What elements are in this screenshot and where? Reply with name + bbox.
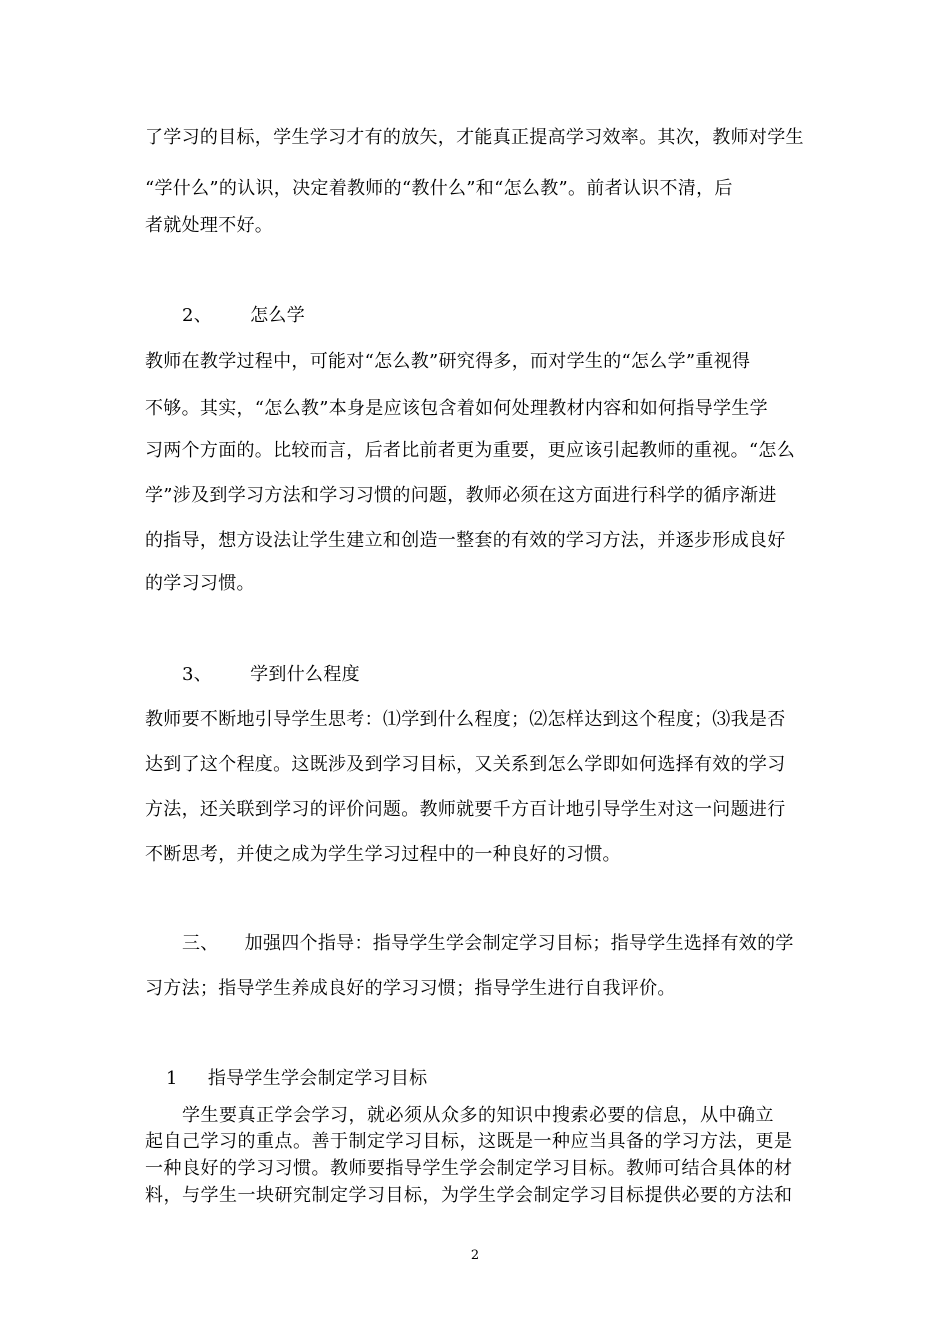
heading-title: 指导学生学会制定学习目标 [207,1068,428,1089]
paragraph-line: “学什么”的认识，决定着教师的“教什么”和“怎么教”。前者认识不清，后 [145,178,733,199]
paragraph-line: 方法，还关联到学习的评价问题。教师就要千方百计地引导学生对这一问题进行 [145,799,786,820]
section-heading-three [182,932,794,956]
heading-title: 怎么学 [250,305,306,326]
paragraph-line: 不断思考，并使之成为学生学习过程中的一种良好的习惯。 [145,844,621,865]
heading-number: 1 [166,1068,178,1089]
paragraph-line: 达到了这个程度。这既涉及到学习目标，又关系到怎么学即如何选择有效的学习 [145,754,786,775]
paragraph-line: 料，与学生一块研究制定学习目标，为学生学会制定学习目标提供必要的方法和 [145,1185,793,1206]
paragraph-line: 的学习习惯。 [145,573,255,594]
paragraph-line: 教师要不断地引导学生思考：⑴学到什么程度；⑵怎样达到这个程度；⑶我是否 [145,709,786,730]
paragraph-line: 习两个方面的。比较而言，后者比前者更为重要，更应该引起教师的重视。“怎么 [145,440,795,461]
paragraph-line: 教师在教学过程中，可能对“怎么教”研究得多，而对学生的“怎么学”重视得 [145,351,751,372]
paragraph-line: 了学习的目标，学生学习才有的放矢，才能真正提高学习效率。其次，教师对学生 [145,127,804,148]
heading-title: 学到什么程度 [250,664,360,685]
subheading-1 [166,1067,427,1091]
heading-number: 2、 [182,305,213,326]
page-number: 2 [470,1248,480,1263]
paragraph-line: 学生要真正学会学习，就必须从众多的知识中搜索必要的信息，从中确立 [182,1105,774,1126]
heading-number: 三、 [182,933,219,954]
heading-text: 加强四个指导：指导学生学会制定学习目标；指导学生选择有效的学 [244,933,794,954]
paragraph-line: 习方法；指导学生养成良好的学习习惯；指导学生进行自我评价。 [145,978,676,999]
section-heading-2 [182,304,305,328]
paragraph-line: 学”涉及到学习方法和学习习惯的问题，教师必须在这方面进行科学的循序渐进 [145,485,777,506]
section-heading-3 [182,663,360,687]
paragraph-line: 不够。其实，“怎么教”本身是应该包含着如何处理教材内容和如何指导学生学 [145,398,768,419]
paragraph-line: 起自己学习的重点。善于制定学习目标，这既是一种应当具备的学习方法，更是 [145,1131,793,1152]
paragraph-line: 一种良好的学习习惯。教师要指导学生学会制定学习目标。教师可结合具体的材 [145,1158,793,1179]
paragraph-line: 者就处理不好。 [145,215,274,236]
paragraph-line: 的指导，想方设法让学生建立和创造一整套的有效的学习方法，并逐步形成良好 [145,530,786,551]
heading-number: 3、 [182,664,213,685]
